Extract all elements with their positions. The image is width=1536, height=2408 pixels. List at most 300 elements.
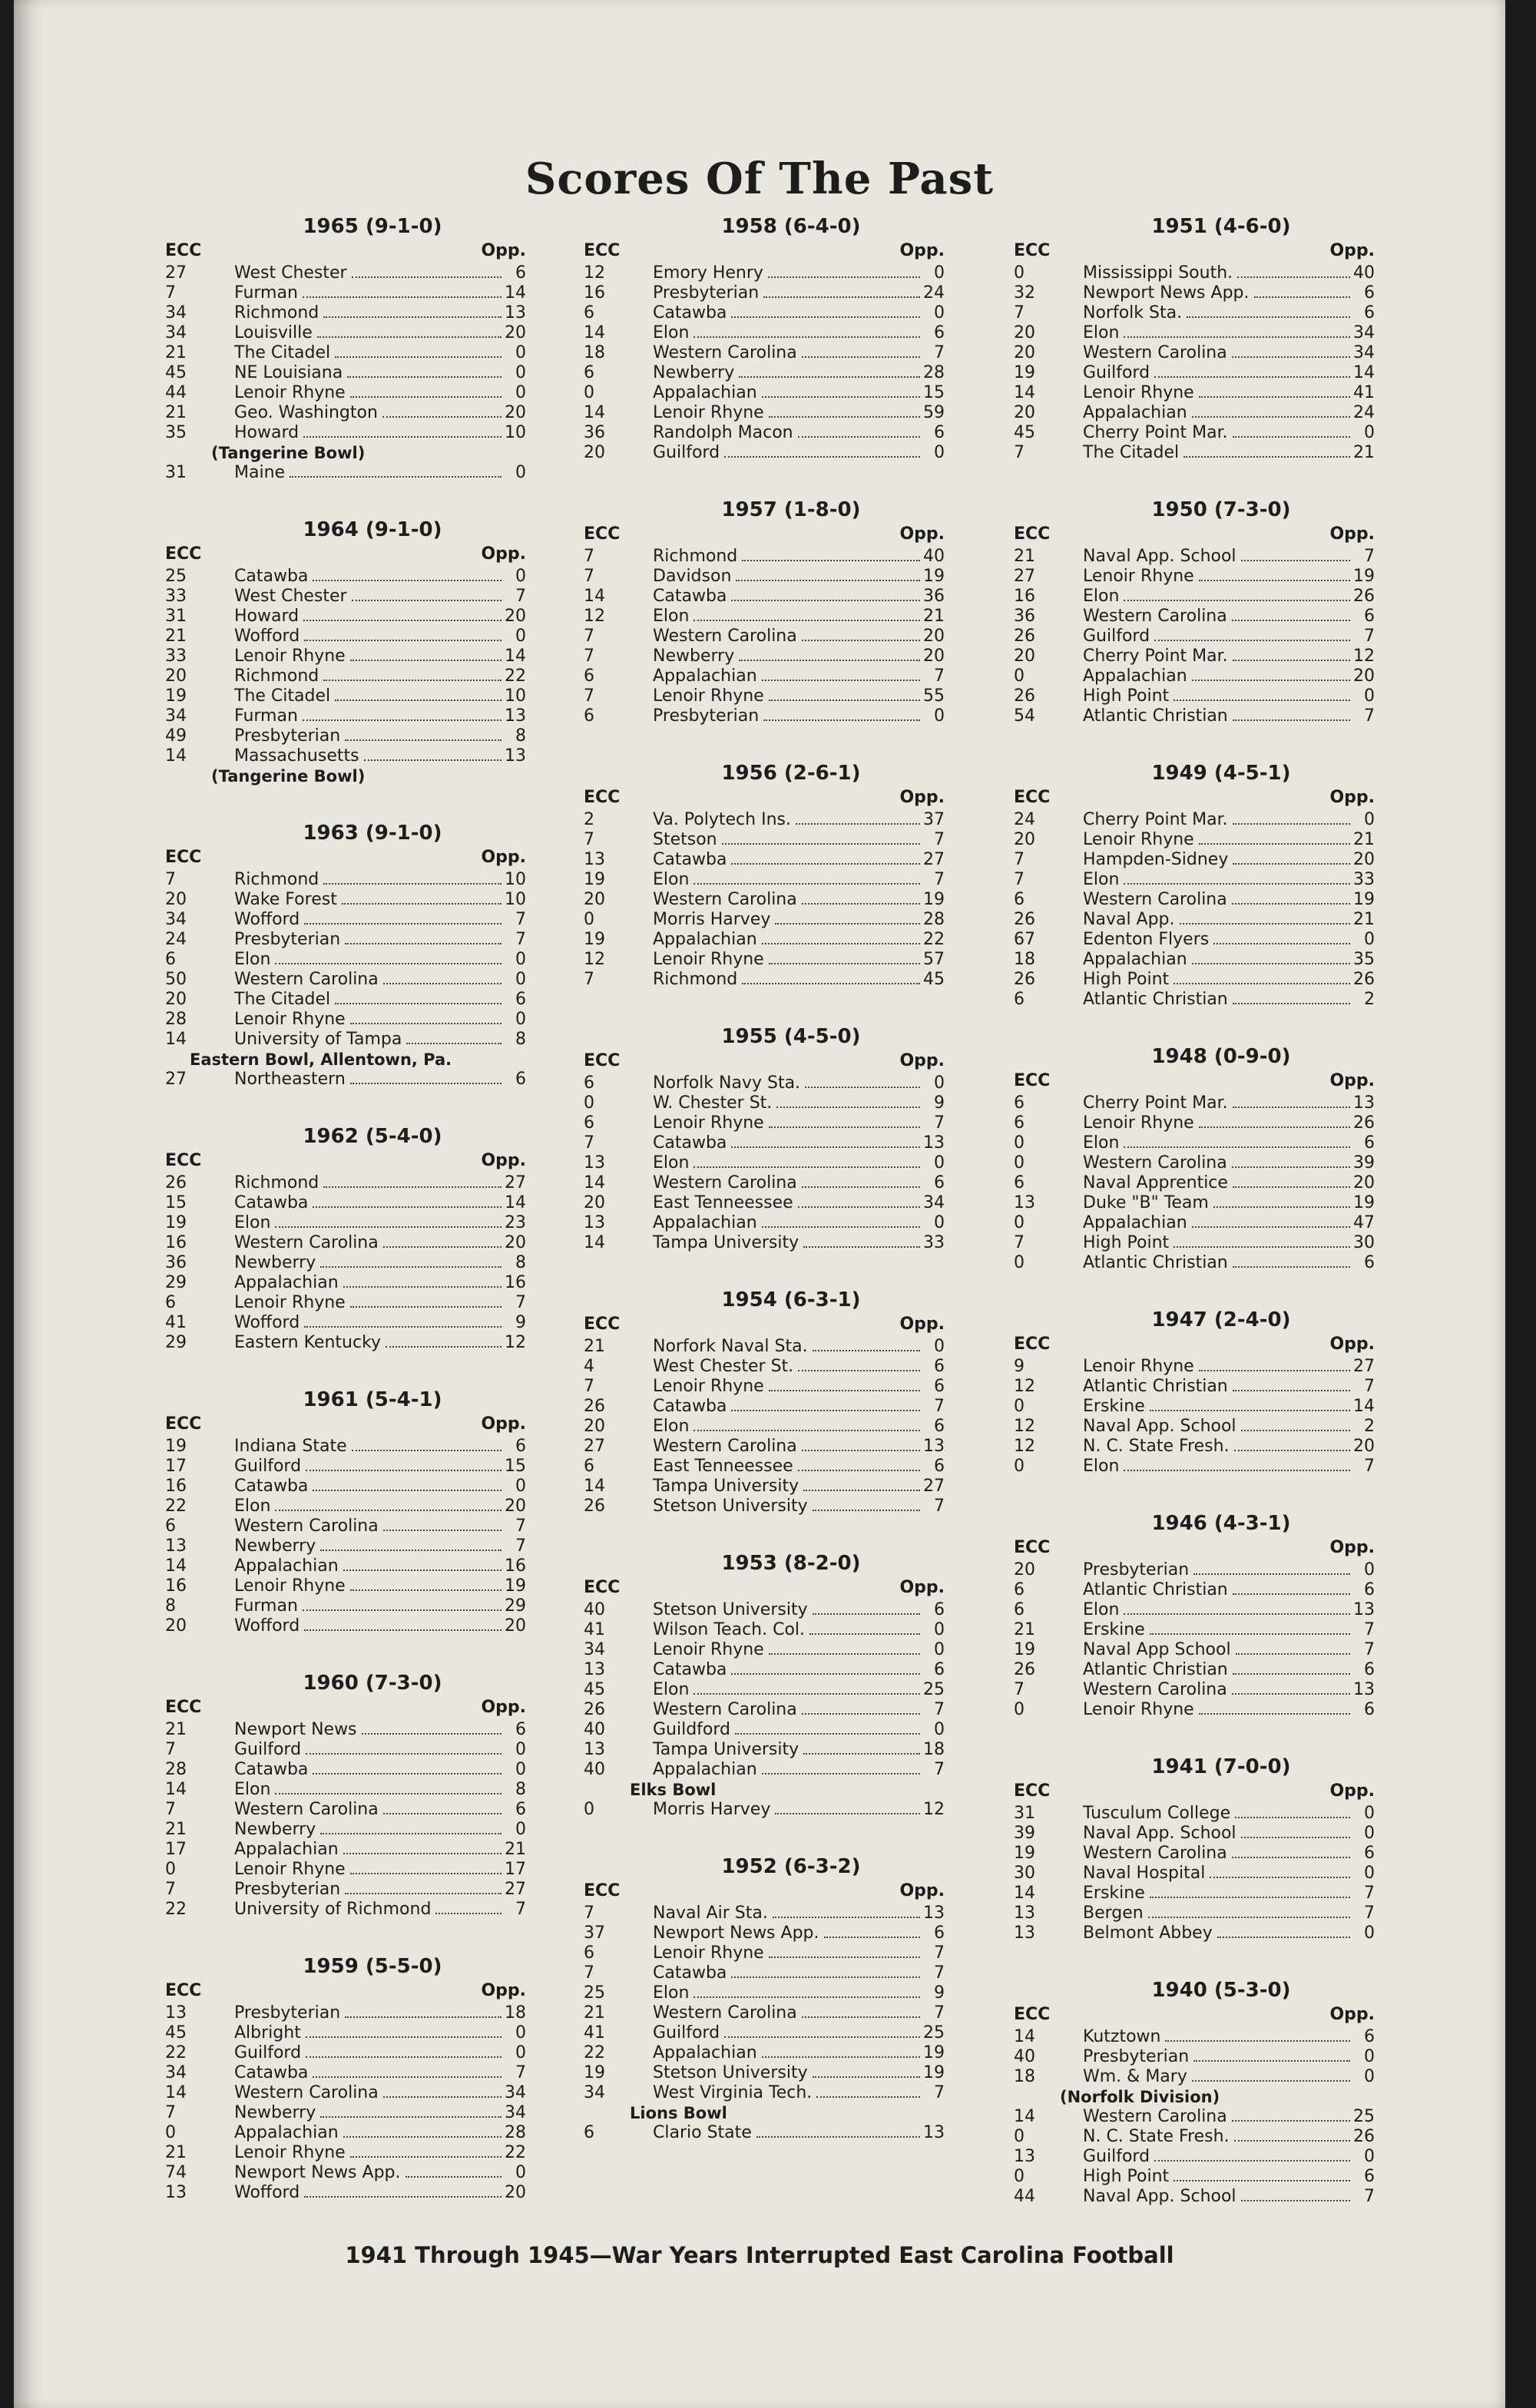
dot-leader xyxy=(1180,923,1350,925)
game-row xyxy=(165,1860,526,1880)
opponent-name: Lenoir Rhyne xyxy=(1083,830,1194,849)
game-row xyxy=(1014,1804,1375,1824)
game-row xyxy=(1014,343,1375,363)
opponent-name: Maine xyxy=(234,463,286,482)
opponent-name: Newport News xyxy=(234,1720,357,1739)
dot-leader xyxy=(350,396,502,398)
opponent-name: Appalachian xyxy=(1083,666,1187,686)
opponent-score: 7 xyxy=(1364,1457,1375,1476)
season-title: 1965 (9-1-0) xyxy=(303,215,442,238)
season-title: 1952 (6-3-2) xyxy=(721,1855,861,1878)
opponent-score: 30 xyxy=(1353,1233,1375,1252)
opponent-score: 6 xyxy=(515,1070,526,1089)
game-row xyxy=(584,383,945,403)
game-row xyxy=(165,2083,526,2103)
ecc-score: 19 xyxy=(1014,1844,1035,1863)
dot-leader xyxy=(805,1087,920,1088)
ecc-score: 31 xyxy=(1014,1804,1035,1823)
opp-label: Opp. xyxy=(899,1051,945,1070)
opponent-score: 19 xyxy=(505,1576,526,1596)
ecc-score: 0 xyxy=(1014,1457,1025,1476)
opponent-name: Stetson xyxy=(653,830,717,849)
score-header xyxy=(165,1698,526,1717)
opponent-name: Erskine xyxy=(1083,1620,1145,1639)
ecc-score: 21 xyxy=(165,403,187,422)
game-row xyxy=(1014,930,1375,950)
opponent-score: 41 xyxy=(1353,383,1375,402)
dot-leader xyxy=(1124,1613,1350,1615)
ecc-score: 54 xyxy=(1014,706,1035,726)
game-row xyxy=(165,323,526,343)
ecc-label: ECC xyxy=(584,1881,621,1900)
opponent-name: Catawba xyxy=(234,1760,309,1779)
game-row xyxy=(165,1740,526,1760)
game-row xyxy=(165,2003,526,2023)
dot-leader xyxy=(320,1833,502,1834)
opponent-name: Western Carolina xyxy=(1083,607,1227,626)
opponent-score: 0 xyxy=(515,2163,526,2182)
game-row xyxy=(584,810,945,830)
game-row xyxy=(165,1477,526,1497)
dot-leader xyxy=(386,1346,502,1348)
dot-leader xyxy=(362,1733,502,1735)
opponent-name: N. C. State Fresh. xyxy=(1083,2127,1230,2146)
opponent-score: 19 xyxy=(923,2063,945,2082)
opponent-name: Guilford xyxy=(234,1740,302,1759)
score-header xyxy=(584,524,945,544)
ecc-label: ECC xyxy=(1014,1781,1051,1801)
ecc-score: 26 xyxy=(584,1397,605,1416)
opponent-name: Cherry Point Mar. xyxy=(1083,647,1228,666)
dot-leader xyxy=(1124,883,1350,885)
ecc-score: 7 xyxy=(584,830,594,849)
opponent-name: Lenoir Rhyne xyxy=(653,950,764,969)
opponent-score: 25 xyxy=(923,1680,945,1699)
opponent-score: 0 xyxy=(1364,423,1375,442)
dot-leader xyxy=(1174,1246,1350,1248)
opponent-score: 21 xyxy=(1353,443,1375,462)
ecc-score: 31 xyxy=(165,463,187,482)
opponent-name: East Tenneessee xyxy=(653,1193,793,1212)
opponent-name: Western Carolina xyxy=(653,343,797,362)
opponent-score: 0 xyxy=(1364,810,1375,829)
opponent-name: Geo. Washington xyxy=(234,403,378,422)
dot-leader xyxy=(1124,600,1350,601)
opponent-score: 57 xyxy=(923,950,945,969)
season-title: 1958 (6-4-0) xyxy=(721,215,861,238)
dot-leader xyxy=(1233,863,1350,865)
opponent-name: Newberry xyxy=(234,1536,316,1556)
opponent-name: Newport News App. xyxy=(234,2163,401,2182)
ecc-score: 33 xyxy=(165,587,187,606)
dot-leader xyxy=(1193,2060,1350,2062)
season-title: 1951 (4-6-0) xyxy=(1151,215,1291,238)
opponent-score: 6 xyxy=(934,1600,945,1619)
game-row xyxy=(1014,363,1375,383)
ecc-score: 21 xyxy=(165,627,187,646)
game-row xyxy=(584,1093,945,1113)
game-row xyxy=(165,1517,526,1536)
game-row xyxy=(165,1193,526,1213)
opponent-name: West Virginia Tech. xyxy=(653,2083,813,2102)
score-header xyxy=(1014,1781,1375,1801)
dot-leader xyxy=(343,1286,502,1288)
dot-leader xyxy=(816,2096,920,2098)
ecc-score: 22 xyxy=(584,2043,605,2062)
opponent-score: 7 xyxy=(515,1517,526,1536)
game-row xyxy=(1014,607,1375,627)
game-row xyxy=(165,1457,526,1477)
dot-leader xyxy=(352,600,502,601)
game-row xyxy=(165,1213,526,1233)
ecc-score: 37 xyxy=(584,1923,605,1943)
opponent-name: NE Louisiana xyxy=(234,363,343,382)
dot-leader xyxy=(803,1753,920,1755)
opponent-score: 20 xyxy=(1353,850,1375,869)
opponent-score: 7 xyxy=(934,2003,945,2023)
opponent-name: Catawba xyxy=(653,850,727,869)
opponent-score: 34 xyxy=(505,2103,526,2122)
opponent-score: 34 xyxy=(505,2083,526,2102)
bowl-note: Elks Bowl xyxy=(630,1781,717,1799)
game-row xyxy=(1014,1620,1375,1640)
opponent-score: 6 xyxy=(1364,1580,1375,1599)
opponent-name: Atlantic Christian xyxy=(1083,990,1228,1009)
game-row xyxy=(1014,1437,1375,1457)
dot-leader xyxy=(694,1430,920,1431)
opponent-name: Newport News App. xyxy=(1083,283,1250,303)
opponent-score: 55 xyxy=(923,686,945,706)
game-row xyxy=(584,443,945,463)
opponent-name: Emory Henry xyxy=(653,263,763,283)
ecc-score: 20 xyxy=(584,1417,605,1436)
dot-leader xyxy=(802,1186,920,1188)
opponent-score: 8 xyxy=(515,726,526,746)
ecc-score: 34 xyxy=(165,910,187,929)
ecc-score: 6 xyxy=(584,303,594,322)
opponent-name: Lenoir Rhyne xyxy=(234,1860,346,1879)
ecc-score: 13 xyxy=(584,1213,605,1232)
opponent-name: The Citadel xyxy=(234,686,331,706)
opponent-name: Richmond xyxy=(653,970,738,989)
opponent-score: 39 xyxy=(1353,1153,1375,1173)
dot-leader xyxy=(406,1043,502,1044)
opponent-name: Newberry xyxy=(653,363,735,382)
score-header xyxy=(584,788,945,807)
opponent-name: Catawba xyxy=(234,567,309,586)
opponent-score: 23 xyxy=(505,1213,526,1232)
game-row xyxy=(1014,1193,1375,1213)
game-row xyxy=(1014,2107,1375,2127)
game-row xyxy=(165,1313,526,1333)
dot-leader xyxy=(731,316,920,318)
ecc-score: 14 xyxy=(584,587,605,606)
game-row xyxy=(1014,890,1375,910)
ecc-score: 21 xyxy=(584,2003,605,2023)
dot-leader xyxy=(304,1326,502,1328)
ecc-score: 33 xyxy=(165,647,187,666)
ecc-score: 18 xyxy=(1014,950,1035,969)
opponent-name: Naval App. School xyxy=(1083,1824,1236,1843)
opp-label: Opp. xyxy=(899,1315,945,1334)
game-row xyxy=(584,363,945,383)
opponent-score: 27 xyxy=(923,1477,945,1496)
opponent-name: Appalachian xyxy=(1083,403,1187,422)
opponent-score: 25 xyxy=(923,2023,945,2043)
opponent-score: 26 xyxy=(1353,1113,1375,1133)
page-title: Scores Of The Past xyxy=(525,154,995,204)
game-row xyxy=(1014,2167,1375,2187)
ecc-score: 21 xyxy=(165,2143,187,2162)
game-row xyxy=(1014,647,1375,666)
opponent-score: 2 xyxy=(1364,1417,1375,1436)
dot-leader xyxy=(735,1733,920,1735)
opponent-score: 0 xyxy=(934,303,945,322)
opponent-score: 13 xyxy=(923,1133,945,1153)
dot-leader xyxy=(306,1470,502,1471)
ecc-score: 16 xyxy=(165,1576,187,1596)
dot-leader xyxy=(762,396,920,398)
opponent-score: 20 xyxy=(505,1233,526,1252)
opponent-name: Randolph Macon xyxy=(653,423,793,442)
ecc-score: 34 xyxy=(584,2083,605,2102)
game-row xyxy=(165,950,526,970)
opponent-name: Presbyterian xyxy=(234,726,341,746)
opponent-score: 6 xyxy=(934,1377,945,1396)
game-row xyxy=(1014,1093,1375,1113)
opponent-score: 34 xyxy=(923,1193,945,1212)
game-row xyxy=(1014,1133,1375,1153)
opponent-name: Northeastern xyxy=(234,1070,346,1089)
dot-leader xyxy=(762,1226,920,1228)
opponent-name: Naval Hospital xyxy=(1083,1864,1206,1883)
ecc-score: 20 xyxy=(165,890,187,909)
opponent-score: 0 xyxy=(1364,2047,1375,2066)
ecc-score: 16 xyxy=(165,1477,187,1496)
dot-leader xyxy=(350,1306,502,1308)
ecc-score: 0 xyxy=(1014,263,1025,283)
opponent-name: Atlantic Christian xyxy=(1083,706,1228,726)
game-row xyxy=(165,1576,526,1596)
game-row xyxy=(165,1173,526,1193)
opp-label: Opp. xyxy=(481,1981,526,2000)
opponent-name: Richmond xyxy=(234,303,319,322)
game-row xyxy=(1014,1844,1375,1864)
game-row xyxy=(165,1030,526,1050)
opponent-score: 14 xyxy=(505,1193,526,1212)
opponent-name: Wake Forest xyxy=(234,890,337,909)
opponent-name: Howard xyxy=(234,423,300,442)
ecc-score: 7 xyxy=(1014,850,1025,869)
game-row xyxy=(165,2043,526,2063)
game-row xyxy=(584,1357,945,1377)
opponent-score: 13 xyxy=(923,1437,945,1456)
dot-leader xyxy=(763,296,920,298)
game-row xyxy=(584,1377,945,1397)
season-block xyxy=(584,498,945,726)
dot-leader xyxy=(313,1773,502,1775)
game-row xyxy=(584,547,945,567)
dot-leader xyxy=(694,336,920,338)
dot-leader xyxy=(724,456,920,458)
dot-leader xyxy=(320,2116,502,2118)
ecc-score: 14 xyxy=(165,1780,187,1799)
opponent-name: Newberry xyxy=(653,647,735,666)
dot-leader xyxy=(323,316,502,318)
opponent-score: 7 xyxy=(1364,547,1375,566)
score-header xyxy=(165,848,526,867)
opponent-name: Catawba xyxy=(234,1193,309,1212)
opponent-name: West Chester xyxy=(234,587,347,606)
ecc-score: 6 xyxy=(1014,1113,1025,1133)
ecc-score: 7 xyxy=(165,2103,176,2122)
opponent-score: 7 xyxy=(1364,1620,1375,1639)
game-row xyxy=(165,383,526,403)
game-row xyxy=(584,1740,945,1760)
dot-leader xyxy=(1233,660,1350,661)
dot-leader xyxy=(1174,983,1350,984)
game-row xyxy=(584,870,945,890)
ecc-score: 7 xyxy=(584,970,594,989)
opponent-score: 6 xyxy=(934,423,945,442)
ecc-score: 15 xyxy=(165,1193,187,1212)
dot-leader xyxy=(769,416,920,418)
score-header xyxy=(584,1578,945,1597)
opponent-name: Western Carolina xyxy=(234,970,379,989)
opponent-score: 7 xyxy=(934,1963,945,1983)
game-row xyxy=(165,567,526,587)
opponent-name: Presbyterian xyxy=(234,2003,341,2023)
dot-leader xyxy=(739,660,920,661)
ecc-score: 14 xyxy=(165,1030,187,1049)
dot-leader xyxy=(1213,1206,1350,1208)
column-right xyxy=(1014,215,1375,2242)
opponent-name: Indiana State xyxy=(234,1437,347,1456)
season-title: 1962 (5-4-0) xyxy=(303,1125,442,1148)
opponent-score: 20 xyxy=(505,403,526,422)
opponent-score: 18 xyxy=(923,1740,945,1759)
dot-leader xyxy=(769,1126,920,1128)
ecc-score: 45 xyxy=(584,1680,605,1699)
game-row xyxy=(1014,910,1375,930)
season-block xyxy=(1014,1045,1375,1273)
opponent-name: Presbyterian xyxy=(653,706,760,726)
opponent-name: Appalachian xyxy=(653,383,757,402)
game-row xyxy=(584,1337,945,1357)
ecc-label: ECC xyxy=(1014,788,1051,807)
game-row xyxy=(584,1073,945,1093)
dot-leader xyxy=(813,2076,920,2078)
game-row xyxy=(165,627,526,647)
game-row xyxy=(1014,1824,1375,1844)
opponent-name: N. C. State Fresh. xyxy=(1083,1437,1230,1456)
opponent-name: Appalachian xyxy=(653,2043,757,2062)
game-row xyxy=(584,1437,945,1457)
opponent-score: 0 xyxy=(1364,1864,1375,1883)
season-title: 1959 (5-5-0) xyxy=(303,1955,442,1978)
opponent-name: High Point xyxy=(1083,1233,1170,1252)
ecc-score: 13 xyxy=(165,2003,187,2023)
ecc-score: 13 xyxy=(1014,1904,1035,1923)
dot-leader xyxy=(1233,1003,1350,1004)
ecc-score: 41 xyxy=(584,2023,605,2043)
ecc-score: 0 xyxy=(165,2123,176,2142)
ecc-score: 20 xyxy=(584,890,605,909)
game-row xyxy=(165,2123,526,2143)
dot-leader xyxy=(306,1753,502,1755)
season-title: 1963 (9-1-0) xyxy=(303,822,442,845)
game-row xyxy=(165,1840,526,1860)
opponent-name: Norfolk Navy Sta. xyxy=(653,1073,801,1093)
opponent-name: Atlantic Christian xyxy=(1083,1660,1228,1679)
opponent-name: Appalachian xyxy=(653,930,757,949)
game-row xyxy=(1014,323,1375,343)
ecc-score: 26 xyxy=(584,1497,605,1516)
ecc-score: 14 xyxy=(584,1233,605,1252)
opponent-score: 33 xyxy=(1353,870,1375,889)
opponent-name: Elon xyxy=(653,607,690,626)
opponent-score: 19 xyxy=(1353,1193,1375,1212)
score-header xyxy=(584,1315,945,1334)
game-row xyxy=(1014,1377,1375,1397)
dot-leader xyxy=(813,1350,920,1351)
game-row xyxy=(584,1963,945,1983)
game-row xyxy=(1014,1457,1375,1477)
opponent-name: Stetson University xyxy=(653,1497,808,1516)
opponent-name: Appalachian xyxy=(1083,950,1187,969)
ecc-score: 26 xyxy=(1014,970,1035,989)
dot-leader xyxy=(762,943,920,944)
game-row xyxy=(1014,1640,1375,1660)
ecc-score: 14 xyxy=(584,323,605,342)
ecc-score: 7 xyxy=(165,1800,176,1819)
opponent-score: 28 xyxy=(923,363,945,382)
score-header xyxy=(165,1414,526,1434)
opponent-score: 10 xyxy=(505,423,526,442)
dot-leader xyxy=(1192,416,1350,418)
game-row xyxy=(165,1070,526,1090)
game-row xyxy=(1014,1173,1375,1193)
ecc-score: 36 xyxy=(165,1253,187,1272)
ecc-score: 67 xyxy=(1014,930,1035,949)
opponent-name: Western Carolina xyxy=(653,2003,797,2023)
dot-leader xyxy=(1150,1410,1350,1411)
opp-label: Opp. xyxy=(1329,1538,1375,1557)
opponent-score: 12 xyxy=(1353,647,1375,666)
ecc-score: 26 xyxy=(1014,686,1035,706)
ecc-score: 7 xyxy=(584,1963,594,1983)
dot-leader xyxy=(1165,2040,1350,2042)
ecc-score: 20 xyxy=(1014,343,1035,362)
ecc-score: 6 xyxy=(165,1293,176,1312)
opponent-name: Newberry xyxy=(234,2103,316,2122)
dot-leader xyxy=(383,983,502,984)
opponent-name: Catawba xyxy=(653,303,727,322)
opponent-name: Richmond xyxy=(234,870,319,889)
score-header xyxy=(1014,524,1375,544)
opponent-name: Western Carolina xyxy=(653,1437,797,1456)
dot-leader xyxy=(742,560,920,561)
dot-leader xyxy=(1187,316,1350,318)
game-row xyxy=(584,2023,945,2043)
ecc-score: 7 xyxy=(584,1377,594,1396)
opponent-name: Atlantic Christian xyxy=(1083,1580,1228,1599)
score-header xyxy=(1014,2005,1375,2024)
dot-leader xyxy=(1232,620,1350,621)
opponent-name: Elon xyxy=(234,1780,271,1799)
dot-leader xyxy=(275,963,502,964)
opponent-score: 6 xyxy=(515,1800,526,1819)
